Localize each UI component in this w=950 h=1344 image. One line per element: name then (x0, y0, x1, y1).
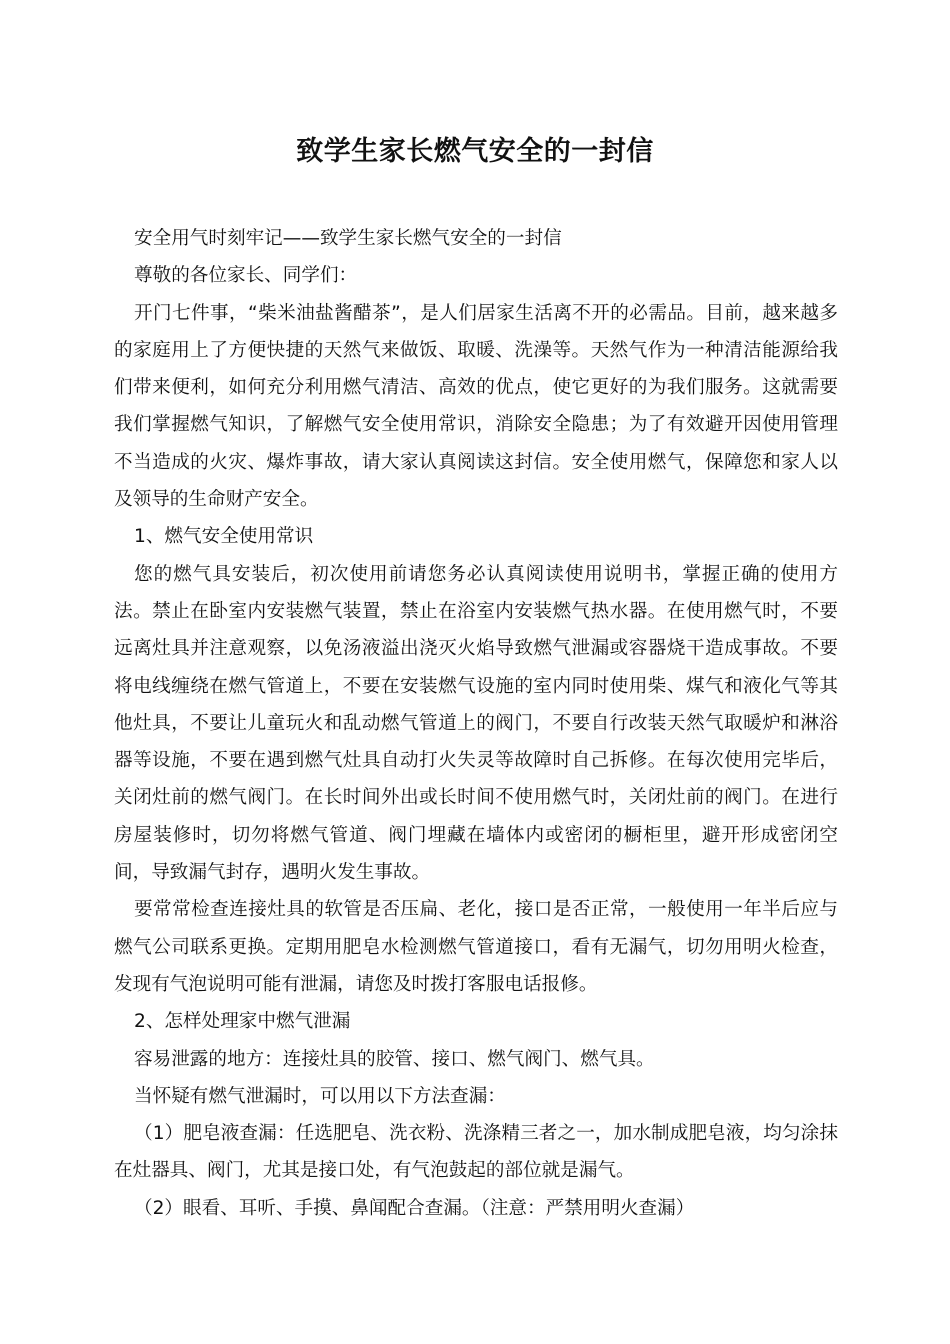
section-heading-1: 1、燃气安全使用常识 (134, 526, 314, 548)
leak-locations: 容易泄露的地方：连接灶具的胶管、接口、燃气阀门、燃气具。 (134, 1048, 655, 1070)
section-heading-2: 2、怎样处理家中燃气泄漏 (134, 1011, 351, 1033)
salutation: 尊敬的各位家长、同学们： (134, 265, 358, 287)
leak-methods-intro: 当怀疑有燃气泄漏时，可以用以下方法查漏： (134, 1085, 506, 1107)
subtitle-line: 安全用气时刻牢记——致学生家长燃气安全的一封信 (134, 228, 562, 249)
document-title: 致学生家长燃气安全的一封信 (296, 136, 654, 167)
hose-check-paragraph: 要常常检查连接灶具的软管是否压扁、老化，接口是否正常，一般使用一年半后应与燃气公司联系更换。定期用肥皂水检测燃气管道接口，看有无漏气，切勿用明火检查，发现有气泡说明可能有泄漏，请您及时拨打客服电话报修。 (114, 899, 838, 995)
document-body (114, 220, 838, 1227)
usage-paragraph: 您的燃气具安装后，初次使用前请您务必认真阅读使用说明书，掌握正确的使用方法。禁止在卧室内安装燃气装置，禁止在浴室内安装燃气热水器。在使用燃气时，不要远离灶具并注意观察，以免汤液溢出浇灭火焰导致燃气泄漏或容器烧干造成事故。不要将电线缠绕在燃气管道上，不要在安装燃气设施的室内同时使用柴、煤气和液化气等其他灶具，不要让儿童玩火和乱动燃气管道上的阀门，不要自行改装天然气取暖炉和淋浴器等设施，不要在遇到燃气灶具自动打火失灵等故障时自己拆修。在每次使用完毕后，关闭灶前的燃气阀门。在长时间外出或长时间不使用燃气时，关闭灶前的阀门。在进行房屋装修时，切勿将燃气管道、阀门埋藏在墙体内或密闭的橱柜里，避开形成密闭空间，导致漏气封存，遇明火发生事故。 (114, 563, 838, 884)
method-soap: （1）肥皂液查漏：任选肥皂、洗衣粉、洗涤精三者之一，加水制成肥皂液，均匀涂抹在灶器具、阀门，尤其是接口处，有气泡鼓起的部位就是漏气。 (114, 1123, 838, 1182)
intro-paragraph: 开门七件事，“柴米油盐酱醋茶”，是人们居家生活离不开的必需品。目前，越来越多的家庭用上了方便快捷的天然气来做饭、取暖、洗澡等。天然气作为一种清洁能源给我们带来便利，如何充分利用燃气清洁、高效的优点，使它更好的为我们服务。这就需要我们掌握燃气知识，了解燃气安全使用常识，消除安全隐患；为了有效避开因使用管理不当造成的火灾、爆炸事故，请大家认真阅读这封信。安全使用燃气，保障您和家人以及领导的生命财产安全。 (114, 302, 838, 511)
method-senses: （2）眼看、耳听、手摸、鼻闻配合查漏。（注意：严禁用明火查漏） (134, 1197, 695, 1219)
